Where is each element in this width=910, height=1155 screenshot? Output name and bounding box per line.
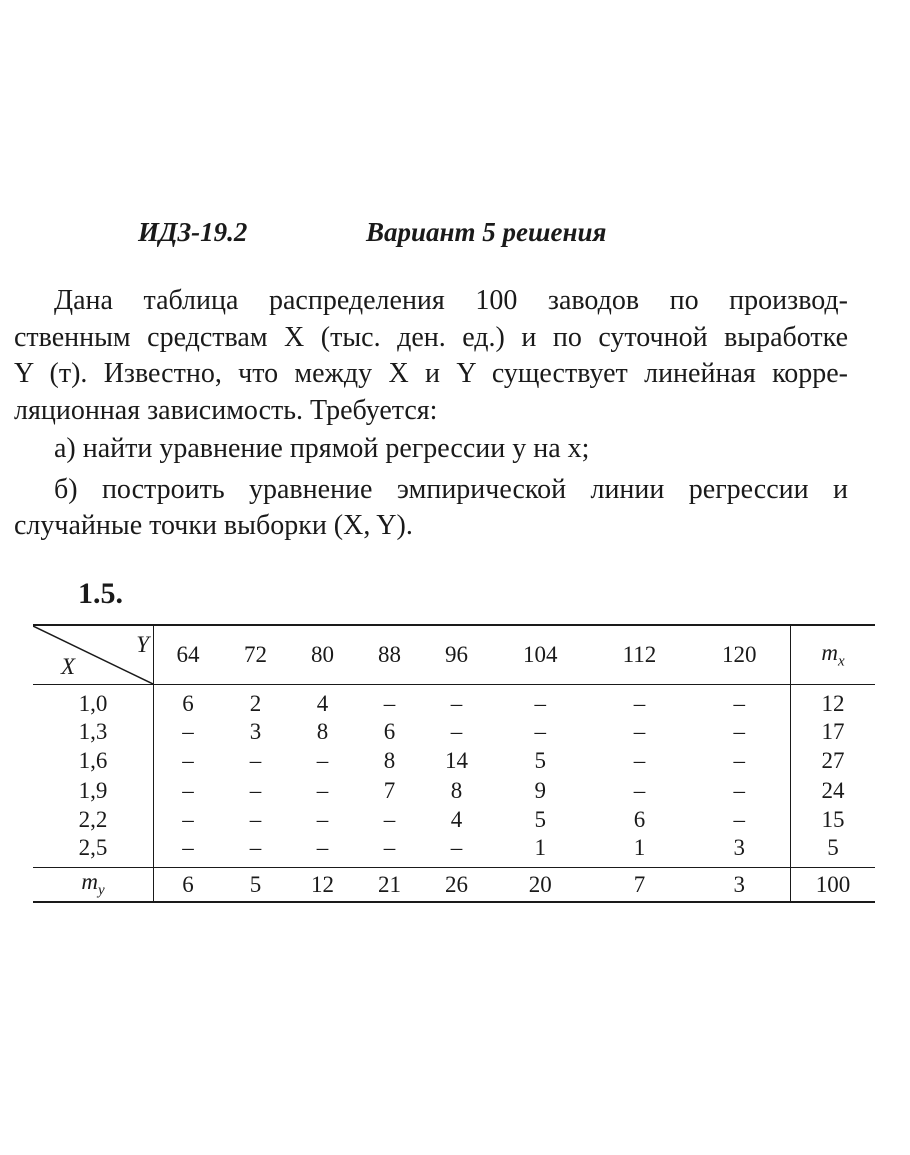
variant-title: Вариант 5 решения	[366, 217, 607, 247]
frequency-cell: 5	[534, 807, 546, 833]
my-value-cell: 6	[154, 868, 222, 903]
item-a-line: а) найти уравнение прямой регрессии y на x;	[54, 433, 590, 464]
my-value-cell: 26	[423, 868, 490, 903]
frequency-cell: 1	[633, 835, 646, 860]
frequency-cell: –	[733, 807, 745, 833]
corner-x-label: X	[61, 654, 76, 679]
x-value-cell: 2,2	[33, 806, 154, 836]
task-code: ИДЗ-19.2	[138, 217, 248, 247]
frequency-cell: –	[316, 777, 329, 803]
y-header-cell: 96	[423, 625, 490, 685]
frequency-cell: –	[733, 718, 745, 744]
mx-value-cell: 17	[791, 717, 876, 747]
page-heading	[0, 214, 910, 254]
diagonal-divider	[33, 626, 153, 684]
frequency-cell: –	[633, 748, 646, 774]
frequency-cell: 4	[450, 807, 463, 833]
frequency-cell: –	[249, 835, 262, 860]
my-header-cell: $m_y$	[33, 868, 154, 903]
mx-header-cell: $m_x$	[791, 625, 876, 685]
frequency-cell: 9	[534, 777, 546, 803]
frequency-cell: –	[316, 748, 329, 774]
frequency-cell: –	[450, 835, 463, 860]
mx-value-cell: 12	[791, 685, 876, 718]
frequency-cell: –	[249, 807, 262, 833]
my-value-cell: 21	[356, 868, 423, 903]
frequency-cell: 6	[633, 807, 646, 833]
mx-value-cell: 15	[791, 806, 876, 836]
frequency-cell: –	[182, 807, 194, 833]
frequency-cell: –	[534, 691, 546, 716]
intro-line: ляционная зависимость. Требуется:	[14, 394, 438, 426]
y-header-cell: 72	[222, 625, 289, 685]
frequency-cell: –	[182, 835, 194, 860]
frequency-cell: –	[450, 718, 463, 744]
frequency-cell: –	[182, 748, 194, 774]
table-row	[33, 717, 875, 747]
x-value-cell: 1,0	[33, 685, 154, 718]
table-number: 1.5.	[78, 577, 123, 610]
corner-y-label: Y	[136, 632, 149, 657]
frequency-cell: –	[316, 807, 329, 833]
y-header-cell: 88	[356, 625, 423, 685]
item-b-line: случайные точки выборки (X, Y).	[14, 510, 413, 541]
frequency-cell: –	[383, 835, 396, 860]
problem-item-b	[14, 472, 848, 545]
frequency-cell: –	[383, 807, 396, 833]
x-value-cell: 2,5	[33, 835, 154, 868]
frequency-cell: 1	[534, 835, 546, 860]
table-row	[33, 835, 875, 868]
frequency-cell: –	[633, 691, 646, 716]
y-header-cell: 64	[154, 625, 222, 685]
frequency-cell: –	[182, 718, 194, 744]
my-value-cell: 20	[490, 868, 591, 903]
intro-line: Дана таблица распределения 100 заводов по производ-	[54, 285, 848, 316]
item-b-line: б) построить уравнение эмпирической линии регрессии и	[54, 473, 848, 505]
intro-line: Y (т). Известно, что между X и Y существует линейная корре-	[14, 358, 848, 389]
table-row	[33, 685, 875, 718]
table-header-row	[33, 625, 875, 685]
totals-row	[33, 868, 875, 903]
frequency-cell: 8	[450, 777, 463, 803]
x-value-cell: 1,6	[33, 747, 154, 777]
my-value-cell: 12	[289, 868, 356, 903]
distribution-table	[33, 624, 875, 903]
my-value-cell: 5	[222, 868, 289, 903]
frequency-cell: 2	[249, 691, 262, 716]
corner-cell	[33, 625, 154, 685]
grand-total-cell: 100	[791, 868, 876, 903]
frequency-cell: 8	[383, 748, 396, 774]
y-header-cell: 120	[689, 625, 791, 685]
mx-value-cell: 24	[791, 776, 876, 806]
table-row	[33, 806, 875, 836]
frequency-cell: –	[534, 718, 546, 744]
frequency-cell: –	[733, 777, 745, 803]
frequency-cell: 6	[182, 691, 194, 716]
table-row	[33, 747, 875, 777]
frequency-cell: –	[733, 691, 745, 716]
frequency-cell: 5	[534, 748, 546, 774]
frequency-cell: 6	[383, 718, 396, 744]
frequency-cell: –	[633, 777, 646, 803]
frequency-cell: 7	[383, 777, 396, 803]
y-header-cell: 112	[590, 625, 688, 685]
intro-line: ственным средствам X (тыс. ден. ед.) и по суточной выработке	[14, 321, 848, 353]
problem-intro	[14, 283, 848, 429]
x-value-cell: 1,9	[33, 776, 154, 806]
frequency-cell: 3	[733, 835, 745, 860]
frequency-cell: 3	[249, 718, 262, 744]
frequency-cell: –	[450, 691, 463, 716]
mx-value-cell: 27	[791, 747, 876, 777]
frequency-cell: 4	[316, 691, 329, 716]
frequency-cell: –	[383, 691, 396, 716]
frequency-cell: –	[182, 777, 194, 803]
my-value-cell: 7	[590, 868, 688, 903]
frequency-cell: –	[249, 777, 262, 803]
table-row	[33, 776, 875, 806]
y-header-cell: 80	[289, 625, 356, 685]
frequency-cell: –	[316, 835, 329, 860]
frequency-cell: 14	[444, 748, 468, 774]
y-header-cell: 104	[490, 625, 591, 685]
x-value-cell: 1,3	[33, 717, 154, 747]
mx-value-cell: 5	[791, 835, 876, 868]
frequency-cell: –	[249, 748, 262, 774]
my-value-cell: 3	[689, 868, 791, 903]
problem-item-a	[14, 431, 848, 468]
frequency-cell: –	[633, 718, 646, 744]
frequency-cell: –	[733, 748, 745, 774]
frequency-cell: 8	[316, 718, 329, 744]
problem-statement	[14, 283, 848, 545]
